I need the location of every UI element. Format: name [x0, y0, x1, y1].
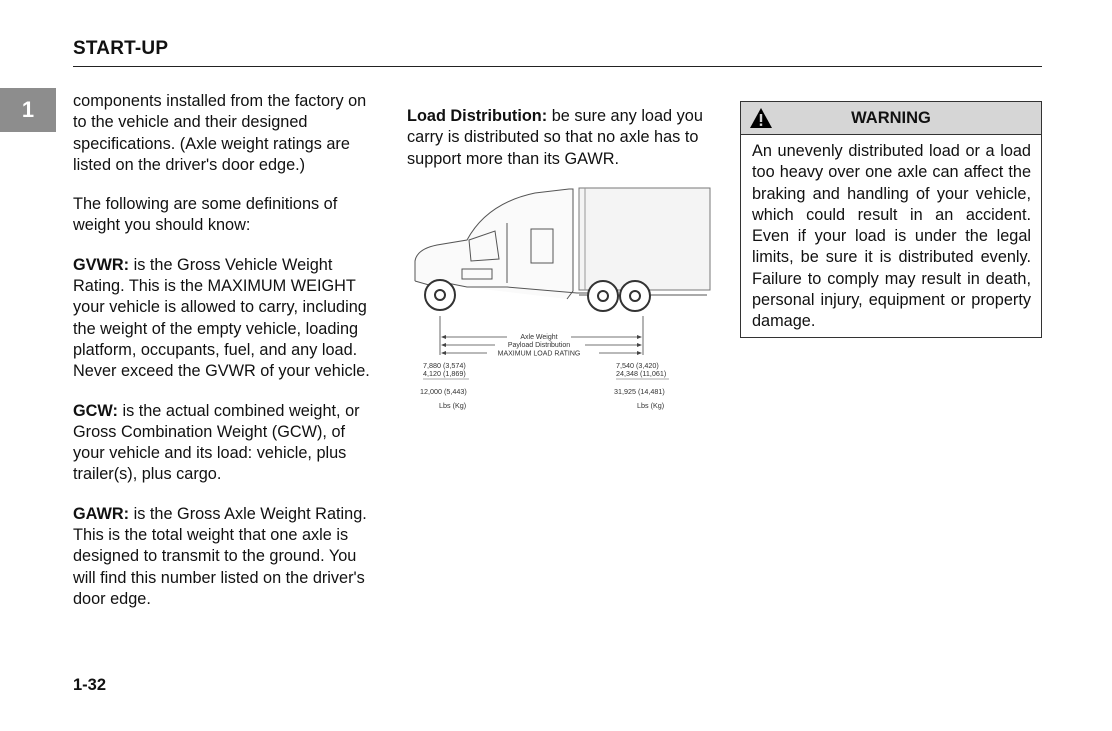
front-axle-total: 12,000 (5,443): [420, 387, 467, 396]
warning-header: [741, 102, 1041, 135]
middle-column: [407, 106, 712, 188]
rear-axle-line2: 24,348 (11,061): [616, 369, 667, 378]
warning-title: WARNING: [851, 108, 931, 127]
truck-load-figure: [407, 183, 712, 415]
weight-values: [420, 361, 669, 410]
load-distribution-term: Load Distribution:: [407, 107, 548, 125]
drive-hub-1: [598, 291, 608, 301]
trailer-body: [579, 188, 710, 290]
page-title: START-UP: [73, 38, 169, 59]
left-column: [73, 91, 378, 628]
title-rule: [73, 66, 1042, 67]
payload-distribution-label: Payload Distribution: [507, 342, 571, 349]
gvwr-term: GVWR:: [73, 255, 130, 274]
gawr-paragraph: [73, 504, 378, 610]
axle-weight-label: Axle Weight: [520, 334, 558, 341]
gcw-term: GCW:: [73, 401, 118, 420]
front-axle-units: Lbs (Kg): [439, 401, 467, 410]
load-distribution-text: be sure any load you carry is distributed so that no axle has to support more than its GAWR.: [407, 107, 703, 168]
front-axle-line1: 7,880 (3,574): [423, 361, 466, 370]
drive-hub-2: [630, 291, 640, 301]
definitions-intro: The following are some definitions of weight you should know:: [73, 195, 338, 235]
warning-triangle-icon: [749, 107, 773, 129]
load-distribution-paragraph: [407, 106, 712, 170]
chapter-tab: 1: [0, 88, 56, 132]
front-hub: [435, 290, 445, 300]
max-load-rating-label: MAXIMUM LOAD RATING: [497, 350, 581, 358]
gvwr-text: is the Gross Vehicle Weight Rating. This is the MAXIMUM WEIGHT your vehicle is allowed to carry, including the weight of the empty vehicle, loading platform, occupants, fuel, and any load. Never exceed the GVWR of your vehicle.: [73, 255, 370, 381]
warning-text: An unevenly distributed load or a load too heavy over one axle can affect the braking and handling of your vehicle, which could result in an accident. Even if your load is under the legal limits, be sure it is distributed evenly. Failure to comply may result in death, personal injury, equipment or property damage.: [752, 142, 1031, 331]
warning-box: [740, 101, 1042, 338]
page-number: 1-32: [73, 676, 107, 694]
gawr-text: is the Gross Axle Weight Rating. This is the total weight that one axle is designed to transmit to the ground. You will find this number listed on the driver's door edge.: [73, 504, 367, 608]
front-axle-line2: 4,120 (1,869): [423, 369, 466, 378]
rear-axle-total: 31,925 (14,481): [614, 387, 665, 396]
gvwr-paragraph: [73, 255, 378, 383]
truck-drawing: [415, 188, 710, 299]
rear-axle-units: Lbs (Kg): [637, 401, 665, 410]
gawr-term: GAWR:: [73, 504, 130, 523]
gcw-paragraph: [73, 401, 378, 486]
rear-axle-line1: 7,540 (3,420): [616, 361, 659, 370]
dimension-labels: [487, 331, 599, 358]
gcw-text: is the actual combined weight, or Gross Combination Weight (GCW), of your vehicle and its load: vehicle, plus trailer(s), plus cargo.: [73, 401, 360, 484]
truck-illustration: [407, 183, 712, 415]
intro-paragraph: components installed from the factory on to the vehicle and their designed specifications. (Axle weight ratings are listed on the driver's door edge.): [73, 92, 367, 174]
